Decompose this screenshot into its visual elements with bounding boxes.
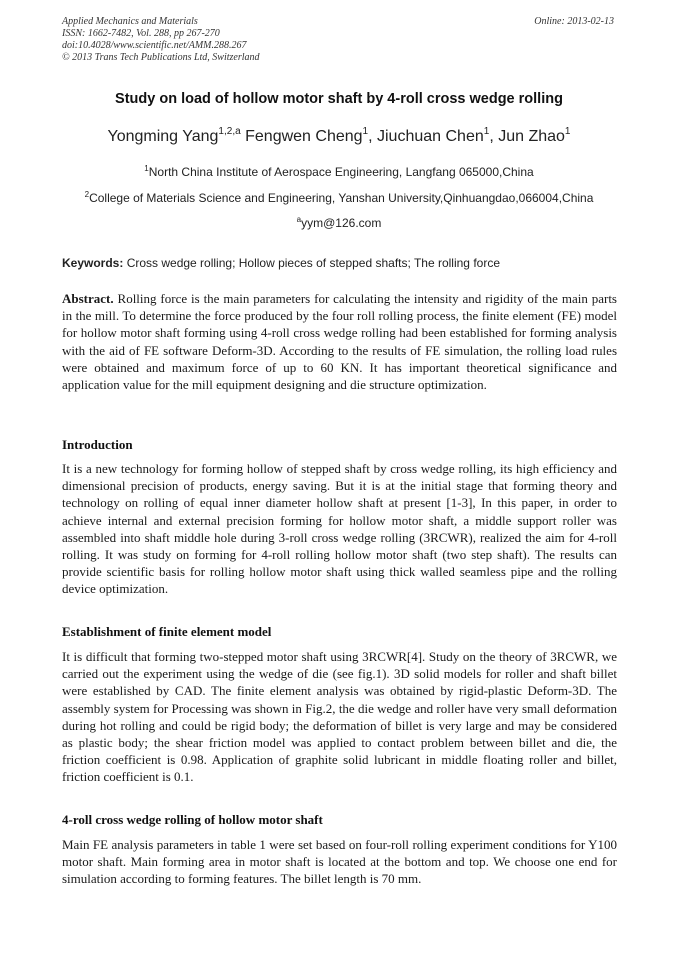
- affiliation-2-text: College of Materials Science and Engineering, Yanshan University,Qinhuangdao,066004,China: [89, 191, 594, 205]
- author-name: Jiuchuan Chen: [377, 128, 484, 145]
- paper-title: Study on load of hollow motor shaft by 4-roll cross wedge rolling: [115, 91, 563, 107]
- issn-line: ISSN: 1662-7482, Vol. 288, pp 267-270: [62, 28, 220, 39]
- section-heading-fem: Establishment of finite element model: [62, 624, 272, 639]
- online-date: Online: 2013-02-13: [534, 16, 614, 27]
- author-email: [0, 216, 678, 230]
- author-sep: ,: [489, 128, 499, 145]
- keywords-label: Keywords:: [62, 256, 124, 270]
- abstract-label: Abstract.: [62, 291, 114, 306]
- author-name: Yongming Yang: [107, 128, 219, 145]
- email-text: yym@126.com: [301, 216, 382, 230]
- abstract-text: Rolling force is the main parameters for calculating the intensity and rigidity of the main parts in the mill. To determine the force produced by the four roll rolling process, the finite element (FE) model for hollow motor shaft forming using 4-roll cross wedge rolling had been established for forming analysis with the aid of FE software Deform-3D. According to the results of FE simulation, the rolling load rules were obtained and maximum force of up to 60 KN. It has important theoretical significance and application value for the mill equipment designing and die structure optimization.: [62, 291, 617, 393]
- author-name: Jun Zhao: [498, 128, 565, 145]
- copyright-line: © 2013 Trans Tech Publications Ltd, Switzerland: [62, 52, 260, 63]
- introduction-text: It is a new technology for forming hollow of stepped shaft by cross wedge rolling, its high efficiency and dimensional precision of products, energy saving. But it is at the initial stage that forming theory and technology on rolling of equal inner diameter hollow shaft at present [1-3], In this paper, in order to achieve internal and external precision forming for hollow motor shaft, a middle support roller was assembled into shaft middle hole during 3-roll cross wedge rolling (3RCWR), realized the aim for 4-roll rolling. It was study on forming for 4-roll rolling hollow motor shaft (two step shaft). The results can provide scientific basis for rolling hollow motor shaft using thick walled seamless pipe and the rolling device optimization.: [62, 461, 617, 597]
- author-sup: 1: [362, 126, 369, 137]
- author-sup: 1: [483, 126, 490, 137]
- affiliation-1: [0, 165, 678, 179]
- section-heading-rolling: 4-roll cross wedge rolling of hollow motor shaft: [62, 812, 323, 827]
- rolling-text: Main FE analysis parameters in table 1 were set based on four-roll rolling experiment conditions for Y100 motor shaft. Main forming area in motor shaft is located at the bottom and top. We choose one end for simulation according to forming features. The billet length is 70 mm.: [62, 837, 617, 887]
- affiliation-2: [0, 191, 678, 205]
- author-sep: ,: [368, 128, 377, 145]
- author-list: [0, 128, 678, 146]
- author-sup: 1,2,a: [218, 126, 241, 137]
- journal-header: [62, 16, 260, 64]
- keywords: [62, 256, 617, 270]
- doi-line: doi:10.4028/www.scientific.net/AMM.288.267: [62, 40, 247, 51]
- affiliation-2-sup: 2: [84, 190, 90, 199]
- section-heading-introduction: Introduction: [62, 437, 133, 452]
- fem-text: It is difficult that forming two-stepped motor shaft using 3RCWR[4]. Study on the theory of 3RCWR, we carried out the experiment using the wedge of die (see fig.1). 3D solid models for roller and shaft billet were established by CAD. The finite element analysis was obtained by rigid-plastic Deform-3D. The assembly system for Processing was shown in Fig.2, the die wedge and roller have very small deformation during hot rolling and could be rigid body; the deformation of billet is very large and may be considered as plastic body; the shear friction model was applied to contact problem between billet and die, the friction coefficient is 0.98. Application of graphite solid lubricant in middle floating roller and billet, friction coefficient is 0.1.: [62, 649, 617, 785]
- email-sup: a: [296, 215, 302, 224]
- journal-name: Applied Mechanics and Materials: [62, 16, 198, 27]
- keywords-text: Cross wedge rolling; Hollow pieces of stepped shafts; The rolling force: [123, 256, 500, 270]
- affiliation-1-sup: 1: [144, 164, 149, 173]
- abstract: [62, 290, 617, 393]
- author-name: Fengwen Cheng: [245, 128, 363, 145]
- author-sup: 1: [564, 126, 571, 137]
- affiliation-1-text: North China Institute of Aerospace Engineering, Langfang 065000,China: [148, 165, 534, 179]
